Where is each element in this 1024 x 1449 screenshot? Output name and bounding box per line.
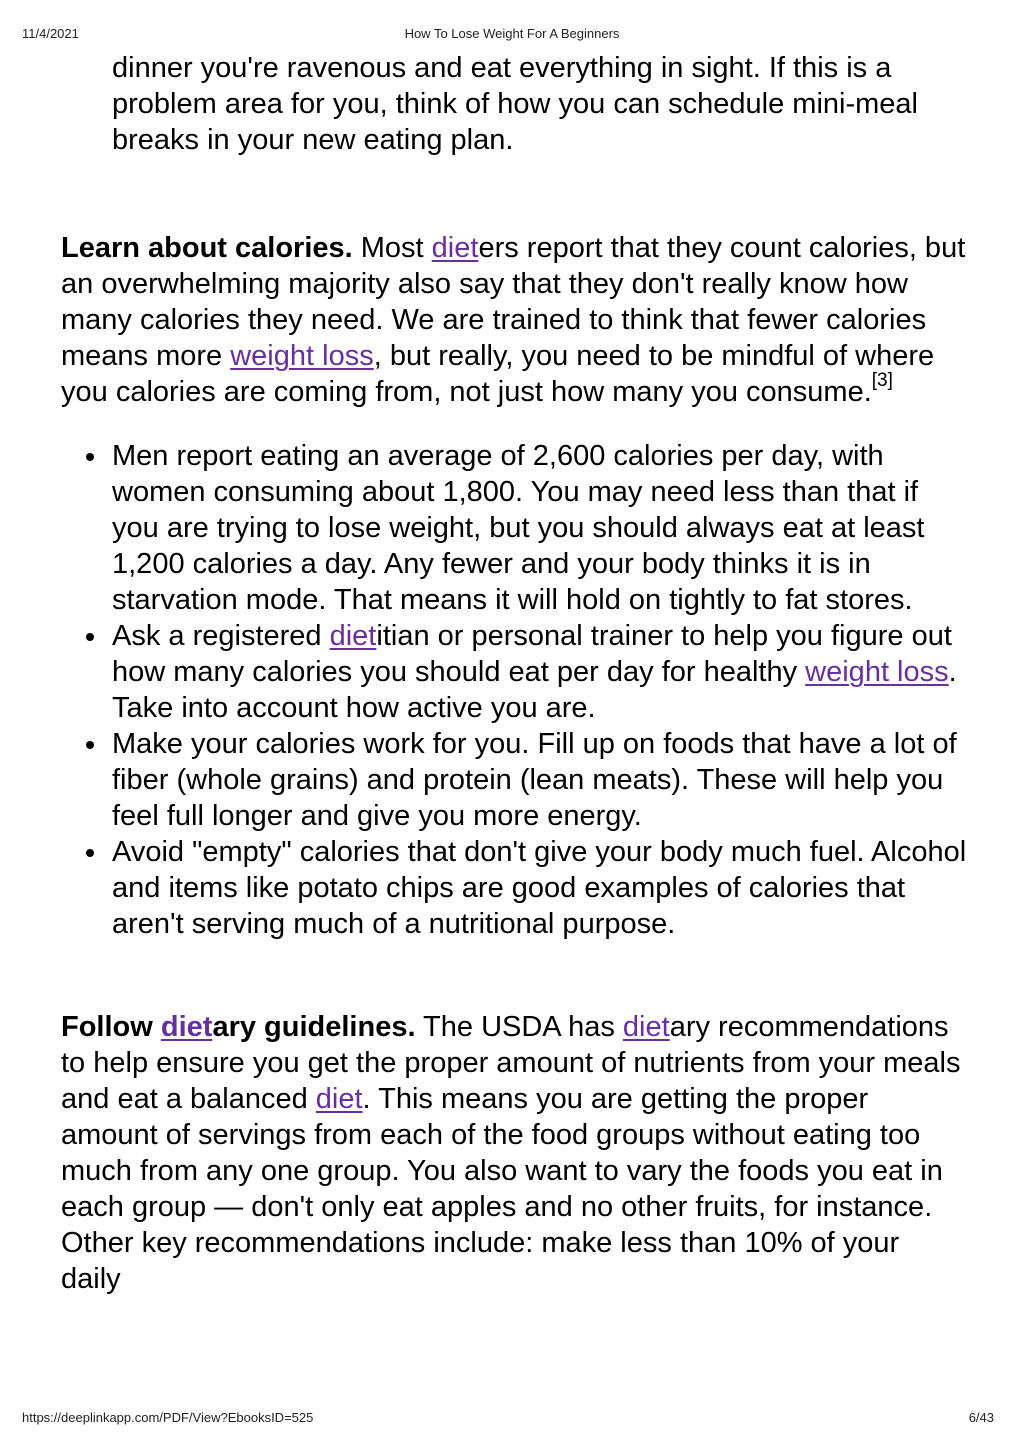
print-page-title: How To Lose Weight For A Beginners [404,26,620,41]
print-date: 11/4/2021 [22,26,79,41]
diet-link[interactable]: diet [160,1011,213,1043]
weight-loss-link[interactable]: weight loss [805,656,949,688]
print-url: https://deeplinkapp.com/PDF/View?EbooksID=525 [22,1410,314,1425]
text-segment: ary guidelines. [212,1011,416,1043]
text-segment: Ask a registered [112,620,330,652]
diet-link[interactable]: diet [329,620,377,652]
text-segment: Most [352,232,432,264]
diet-link[interactable]: diet [315,1083,363,1115]
list-item: Men report eating an average of 2,600 calories per day, with women consuming about 1,800. You may need less than that if you are trying to lose weight, but you should always eat at least 1,200 calories a day. Any fewer and your body thinks it is in starvation mode. That means it will hold on tightly to fat stores. [112,438,972,618]
carryover-paragraph: dinner you're ravenous and eat everything in sight. If this is a problem area for you, think of how you can schedule mini-meal breaks in your new eating plan. [112,52,918,156]
citation-marker: [3] [871,370,893,392]
calories-heading: Learn about calories. [61,232,353,264]
text-segment: . Take into account how active you are. [112,656,957,724]
text-segment: ers report that they count calories, but an overwhelming majority also say that they don't really know how many calories they need. We are trained to think that fewer calories means more [61,232,966,372]
guidelines-heading [61,1011,416,1043]
guidelines-paragraph [61,1009,966,1297]
text-segment: . This means you are getting the proper amount of servings from each of the food groups without eating too much from any one group. You also want to vary the foods you eat in each group — don't only eat apples and no other fruits, for instance. Other key recommendations include: make less than 10% of your daily [61,1083,943,1295]
text-segment: , but really, you need to be mindful of where you calories are coming from, not just how many you consume. [61,340,935,408]
text-segment: ary recommendations to help ensure you get the proper amount of nutrients from your meals and eat a balanced [61,1011,961,1115]
text-segment: itian or personal trainer to help you figure out how many calories you should eat per day for healthy [112,620,952,688]
page-number: 6/43 [968,1410,994,1425]
calories-paragraph [61,230,966,410]
diet-link[interactable]: diet [431,232,479,264]
document-body [61,50,971,1297]
weight-loss-link[interactable]: weight loss [230,340,374,372]
diet-link[interactable]: diet [622,1011,670,1043]
calories-bullet-list [61,438,972,942]
text-segment: The USDA has [415,1011,623,1043]
text-segment: Follow [61,1011,161,1043]
list-item: Make your calories work for you. Fill up on foods that have a lot of fiber (whole grains) and protein (lean meats). These will help you feel full longer and give you more energy. [112,726,972,834]
list-item: Avoid "empty" calories that don't give your body much fuel. Alcohol and items like potato chips are good examples of calories that aren't serving much of a nutritional purpose. [112,834,972,942]
list-item [112,618,972,726]
